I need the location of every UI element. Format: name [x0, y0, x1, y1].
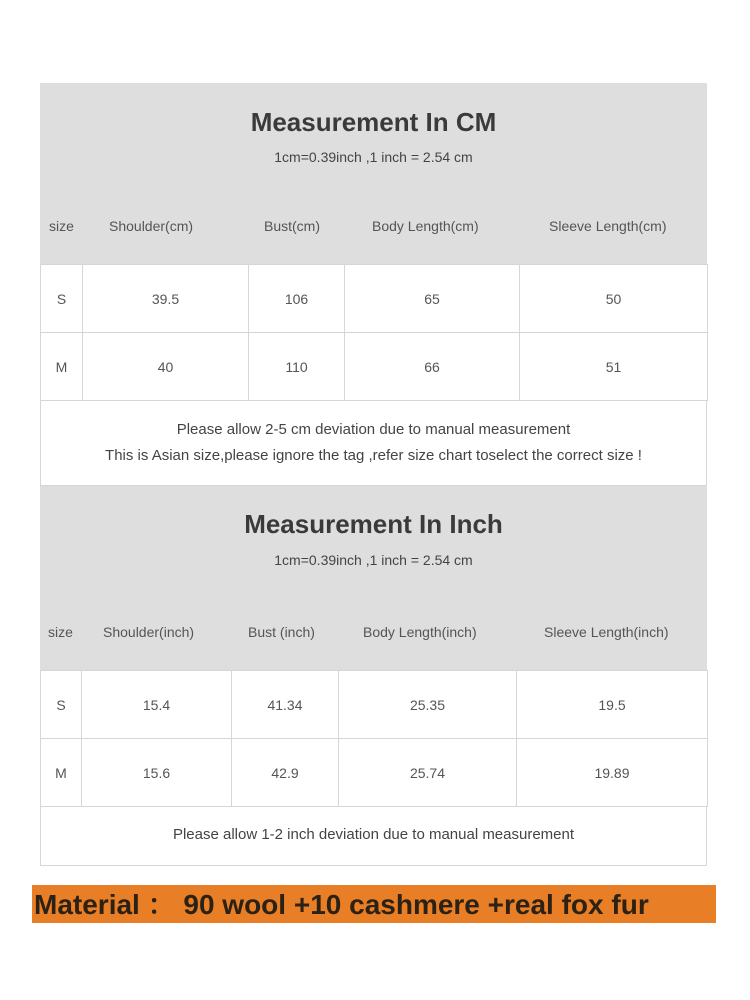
- cm-note-line-1: Please allow 2-5 cm deviation due to manual measurement: [176, 421, 571, 438]
- sleeve-length-cell: 50: [520, 265, 708, 333]
- body-length-cell: 65: [345, 265, 520, 333]
- body-length-cell: 25.35: [339, 671, 517, 739]
- bust-cell: 42.9: [232, 739, 339, 807]
- cm-size-table: [40, 264, 708, 401]
- sleeve-length-cell: 51: [520, 333, 708, 401]
- inch-size-table: [40, 670, 708, 807]
- bust-cell: 110: [249, 333, 345, 401]
- header-size: size: [49, 218, 74, 234]
- size-cell: S: [41, 671, 82, 739]
- header-shoulder: Shoulder(inch): [103, 624, 195, 640]
- body-length-cell: 25.74: [339, 739, 517, 807]
- table-row: [41, 265, 708, 333]
- cm-deviation-note: [40, 400, 707, 486]
- header-body-length: Body Length(inch): [363, 624, 477, 640]
- cm-size-chart: [40, 83, 707, 486]
- cm-chart-title: Measurement In CM: [250, 107, 497, 137]
- sleeve-length-cell: 19.89: [517, 739, 708, 807]
- inch-chart-title: Measurement In Inch: [244, 509, 503, 539]
- cm-chart-header: [40, 83, 707, 264]
- inch-chart-subtitle: 1cm=0.39inch ,1 inch = 2.54 cm: [274, 552, 473, 568]
- header-bust: Bust(cm): [264, 218, 320, 234]
- header-size: size: [48, 624, 73, 640]
- cm-chart-subtitle: 1cm=0.39inch ,1 inch = 2.54 cm: [274, 149, 473, 165]
- inch-chart-header: [40, 486, 707, 670]
- shoulder-cell: 40: [83, 333, 249, 401]
- header-sleeve-length: Sleeve Length(cm): [549, 218, 667, 234]
- table-row: [41, 739, 708, 807]
- header-bust: Bust (inch): [248, 624, 315, 640]
- table-row: [41, 671, 708, 739]
- body-length-cell: 66: [345, 333, 520, 401]
- header-sleeve-length: Sleeve Length(inch): [544, 624, 669, 640]
- shoulder-cell: 15.6: [82, 739, 232, 807]
- table-row: [41, 333, 708, 401]
- inch-deviation-note: [40, 806, 707, 866]
- bust-cell: 41.34: [232, 671, 339, 739]
- cm-note-line-2: This is Asian size,please ignore the tag ,refer size chart toselect the correct size !: [105, 447, 642, 464]
- header-shoulder: Shoulder(cm): [109, 218, 194, 234]
- size-cell: S: [41, 265, 83, 333]
- sleeve-length-cell: 19.5: [517, 671, 708, 739]
- inch-size-chart: [40, 486, 707, 866]
- header-body-length: Body Length(cm): [372, 218, 479, 234]
- size-cell: M: [41, 739, 82, 807]
- shoulder-cell: 15.4: [82, 671, 232, 739]
- inch-note-line-1: Please allow 1-2 inch deviation due to manual measurement: [172, 826, 575, 843]
- material-banner: Material ： 90 wool +10 cashmere +real fox fur: [32, 885, 716, 923]
- shoulder-cell: 39.5: [83, 265, 249, 333]
- bust-cell: 106: [249, 265, 345, 333]
- size-cell: M: [41, 333, 83, 401]
